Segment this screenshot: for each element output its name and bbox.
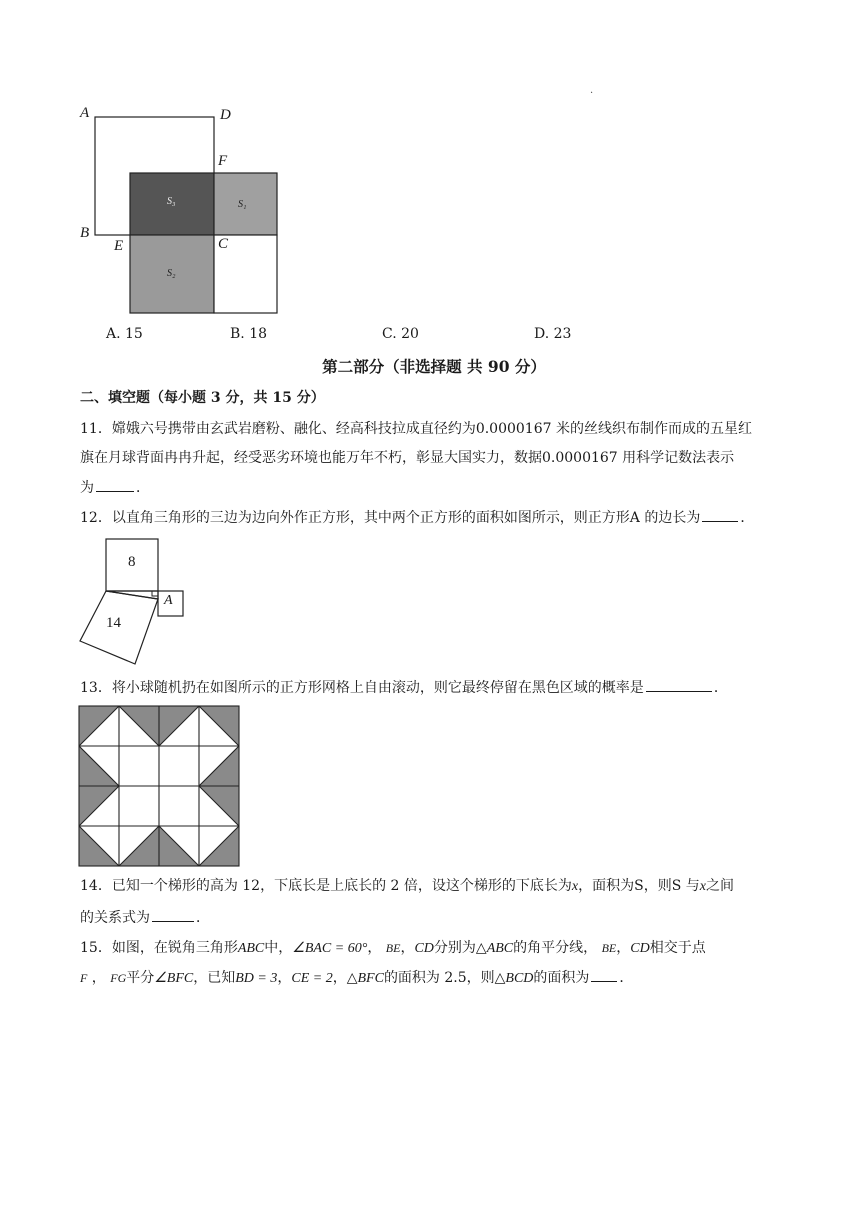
section-title: 第二部分（非选择题 共 90 分） [322, 357, 546, 376]
label-s3: S₃ [167, 196, 176, 207]
option-b: B. 18 [230, 326, 268, 342]
q11-line1: 11．嫦娥六号携带由玄武岩磨粉、融化、经高科技拉成直径约为0.0000167 米的丝线织布制作而成的五星红 [80, 421, 752, 437]
label-e: E [114, 238, 124, 254]
q11-answer-blank[interactable] [96, 475, 134, 492]
label-s1: S₁ [238, 199, 247, 210]
q12-answer-blank[interactable] [702, 505, 738, 522]
option-c: C. 20 [382, 326, 419, 342]
stray-mark: · [590, 88, 594, 99]
q15-line2: F ， FG平分∠BFC，已知BD = 3，CE = 2，△BFC的面积为 2.5，则△BCD的面积为 ． [80, 964, 633, 993]
option-a: A. 15 [106, 326, 143, 342]
label-c: C [218, 236, 229, 252]
q13-text: 13．将小球随机扔在如图所示的正方形网格上自由滚动，则它最终停留在黑色区域的概率是 ． [80, 674, 728, 702]
q14-line1: 14．已知一个梯形的高为 12，下底长是上底长的 2 倍，设这个梯形的下底长为x，面积为S，则S 与x之间 [80, 878, 734, 894]
label-a: A [80, 105, 90, 121]
squares-figure [70, 100, 290, 325]
label-s2: S₂ [167, 268, 176, 279]
q12-label-8: 8 [128, 554, 136, 570]
q12-label-14: 14 [106, 615, 121, 631]
right-angle-mark [152, 591, 158, 596]
q14-answer-blank[interactable] [152, 905, 194, 922]
q13-answer-blank[interactable] [646, 675, 712, 692]
q14-line2: 的关系式为 ． [80, 904, 210, 932]
label-f: F [218, 153, 228, 169]
q12-text: 12．以直角三角形的三边为边向外作正方形，其中两个正方形的面积如图所示，则正方形A 的边长为 ． [80, 504, 754, 532]
q11-line3: 为 ． [80, 474, 150, 502]
option-d: D. 23 [534, 326, 572, 342]
q12-label-a: A [164, 593, 173, 608]
label-b: B [80, 225, 90, 241]
part-heading: 二、填空题（每小题 3 分，共 15 分） [80, 390, 325, 406]
q11-line2: 旗在月球背面冉冉升起，经受恶劣环境也能万年不朽，彰显大国实力，数据0.0000167 用科学记数法表示 [80, 450, 735, 466]
q15-line1: 15．如图，在锐角三角形ABC中，∠BAC = 60°， BE，CD分别为△ABC的角平分线， BE，CD相交于点 [80, 940, 706, 956]
label-d: D [220, 107, 231, 123]
q13-grid-figure [78, 705, 240, 867]
q15-answer-blank[interactable] [591, 965, 617, 982]
